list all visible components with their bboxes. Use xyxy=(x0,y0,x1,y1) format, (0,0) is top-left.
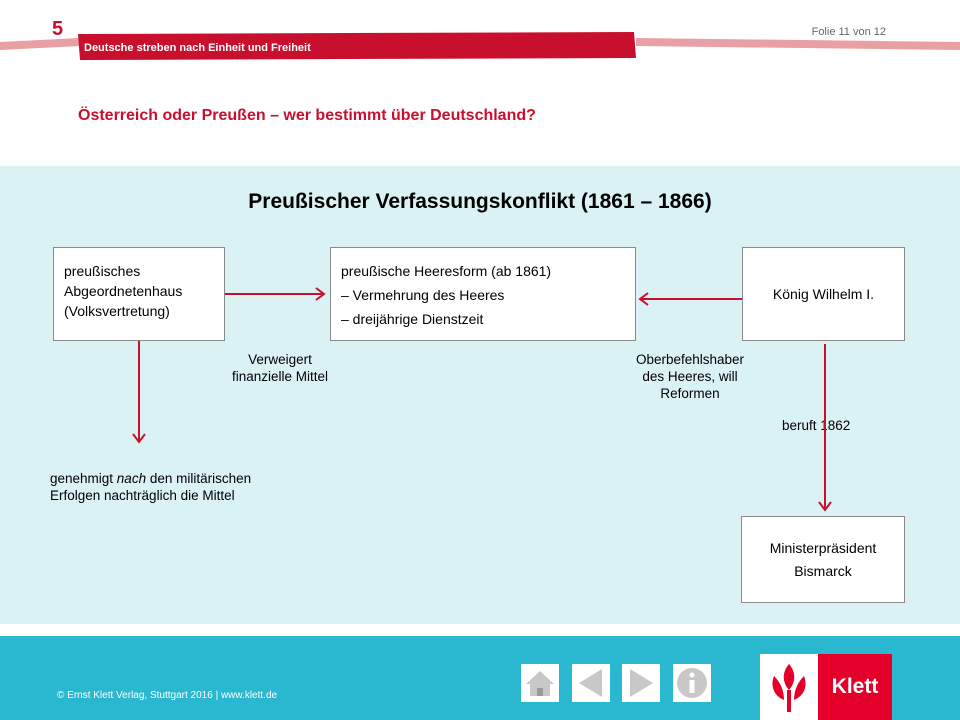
label-genehmigt-line2: Erfolgen nachträglich die Mittel xyxy=(50,488,235,503)
box-koenig-label: König Wilhelm I. xyxy=(772,286,875,302)
label-verweigert-line: finanzielle Mittel xyxy=(231,369,329,384)
home-button[interactable] xyxy=(521,664,559,702)
label-oberbefehlshaber-line: Oberbefehlshaber xyxy=(635,352,745,367)
label-genehmigt-prefix: genehmigt xyxy=(50,471,117,486)
box-abgeordnetenhaus-line: (Volksvertretung) xyxy=(64,303,170,319)
box-heeresreform-line: – dreijährige Dienstzeit xyxy=(341,311,484,327)
label-genehmigt-suffix: den militärischen xyxy=(146,471,252,486)
forward-arrow-icon xyxy=(622,664,660,702)
back-button[interactable] xyxy=(572,664,610,702)
diagram-title: Preußischer Verfassungskonflikt (1861 – 1866) xyxy=(248,190,712,213)
label-verweigert-line: Verweigert xyxy=(248,352,312,367)
label-oberbefehlshaber-line: des Heeres, will xyxy=(642,369,738,384)
box-heeresreform-line: preußische Heeresform (ab 1861) xyxy=(341,263,552,279)
home-icon xyxy=(521,664,559,702)
label-oberbefehlshaber-line: Reformen xyxy=(660,386,720,401)
label-beruft: beruft 1862 xyxy=(782,418,851,433)
copyright: © Ernst Klett Verlag, Stuttgart 2016 | www.klett.de xyxy=(57,690,278,701)
box-bismarck-line: Ministerpräsident xyxy=(769,539,877,556)
box-abgeordnetenhaus-line: preußisches xyxy=(64,263,141,279)
forward-button[interactable] xyxy=(622,664,660,702)
box-heeresreform-line: – Vermehrung des Heeres xyxy=(341,287,505,303)
label-genehmigt-emphasis: nach xyxy=(116,471,147,486)
slide-counter: Folie 11 von 12 xyxy=(811,26,886,38)
info-icon xyxy=(673,664,711,702)
info-button[interactable] xyxy=(673,664,711,702)
box-bismarck-line: Bismarck xyxy=(794,562,852,579)
chapter-number: 5 xyxy=(52,18,64,40)
klett-logo-mark-icon xyxy=(760,654,818,720)
box-abgeordnetenhaus-line: Abgeordnetenhaus xyxy=(64,283,183,299)
back-arrow-icon xyxy=(572,664,610,702)
slide-subtitle: Österreich oder Preußen – wer bestimmt über Deutschland? xyxy=(78,107,536,124)
chapter-title: Deutsche streben nach Einheit und Freiheit xyxy=(84,42,311,54)
klett-logo-wordmark: Klett xyxy=(818,654,892,720)
klett-logo xyxy=(760,654,892,720)
